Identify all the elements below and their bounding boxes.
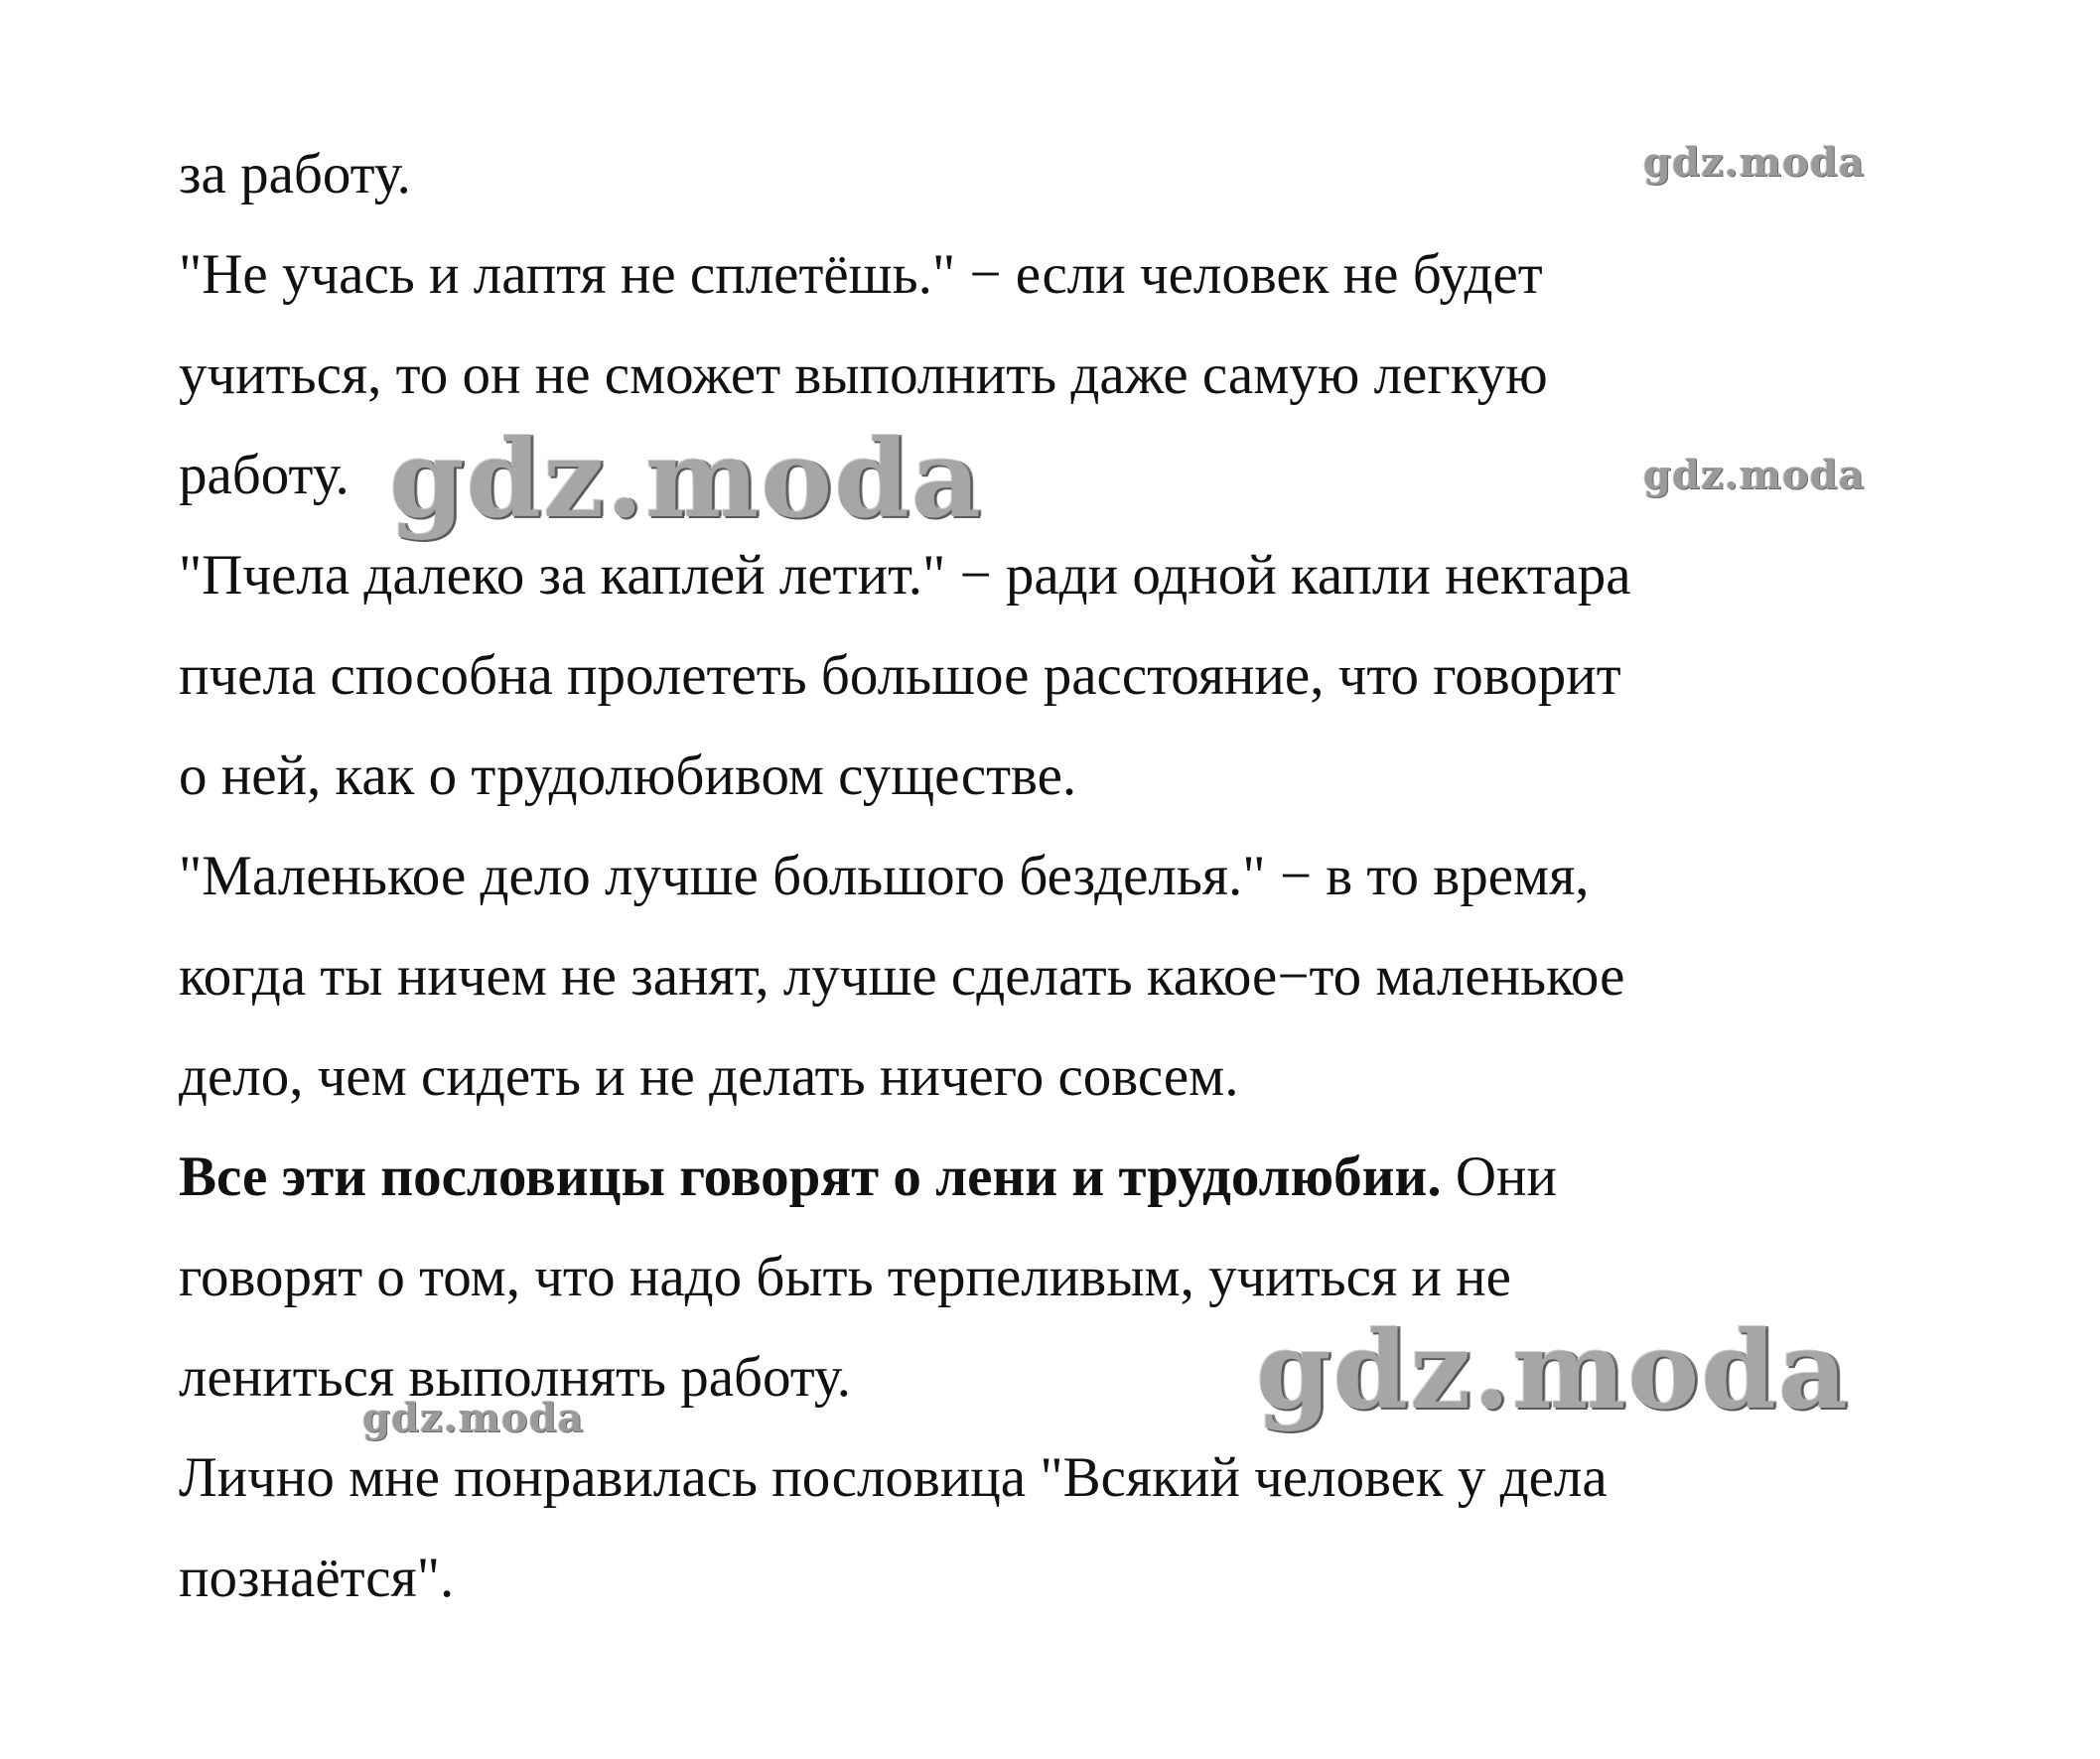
text-fragment: Они xyxy=(1441,1146,1558,1208)
text-line: пчела способна пролететь большое расстояние, что говорит xyxy=(179,644,1621,707)
watermark-logo: gdz.moda xyxy=(389,417,983,542)
watermark-logo: gdz.moda xyxy=(1643,139,1866,186)
text-line: дело, чем сидеть и не делать ничего совсем. xyxy=(179,1045,1239,1108)
text-line: лениться выполнять работу. xyxy=(179,1346,851,1409)
text-line: за работу. xyxy=(179,143,411,205)
text-line: познаётся". xyxy=(179,1547,455,1609)
text-line-mixed xyxy=(179,1127,1966,1227)
text-line: говорят о том, что надо быть терпеливым, учиться и не xyxy=(179,1246,1511,1308)
text-line: "Маленькое дело лучше большого безделья." − в то время, xyxy=(179,845,1590,907)
text-line: Лично мне понравилась пословица "Всякий человек у дела xyxy=(179,1446,1608,1509)
text-line: когда ты ничем не занят, лучше сделать какое−то маленькое xyxy=(179,945,1625,1008)
conclusion-bold-text: Все эти пословицы говорят о лени и трудолюбии. xyxy=(179,1146,1442,1208)
watermark-logo: gdz.moda xyxy=(362,1395,585,1441)
text-line: о ней, как о трудолюбивом существе. xyxy=(179,744,1077,807)
text-line: учиться, то он не сможет выполнить даже самую легкую xyxy=(179,343,1548,406)
text-line: "Пчела далеко за каплей летит." − ради одной капли нектара xyxy=(179,544,1631,607)
watermark-logo: gdz.moda xyxy=(1643,452,1866,498)
text-line: "Не учась и лаптя не сплетёшь." − если человек не будет xyxy=(179,243,1543,306)
watermark-logo: gdz.moda xyxy=(1256,1308,1850,1433)
text-line: работу. xyxy=(179,444,350,506)
